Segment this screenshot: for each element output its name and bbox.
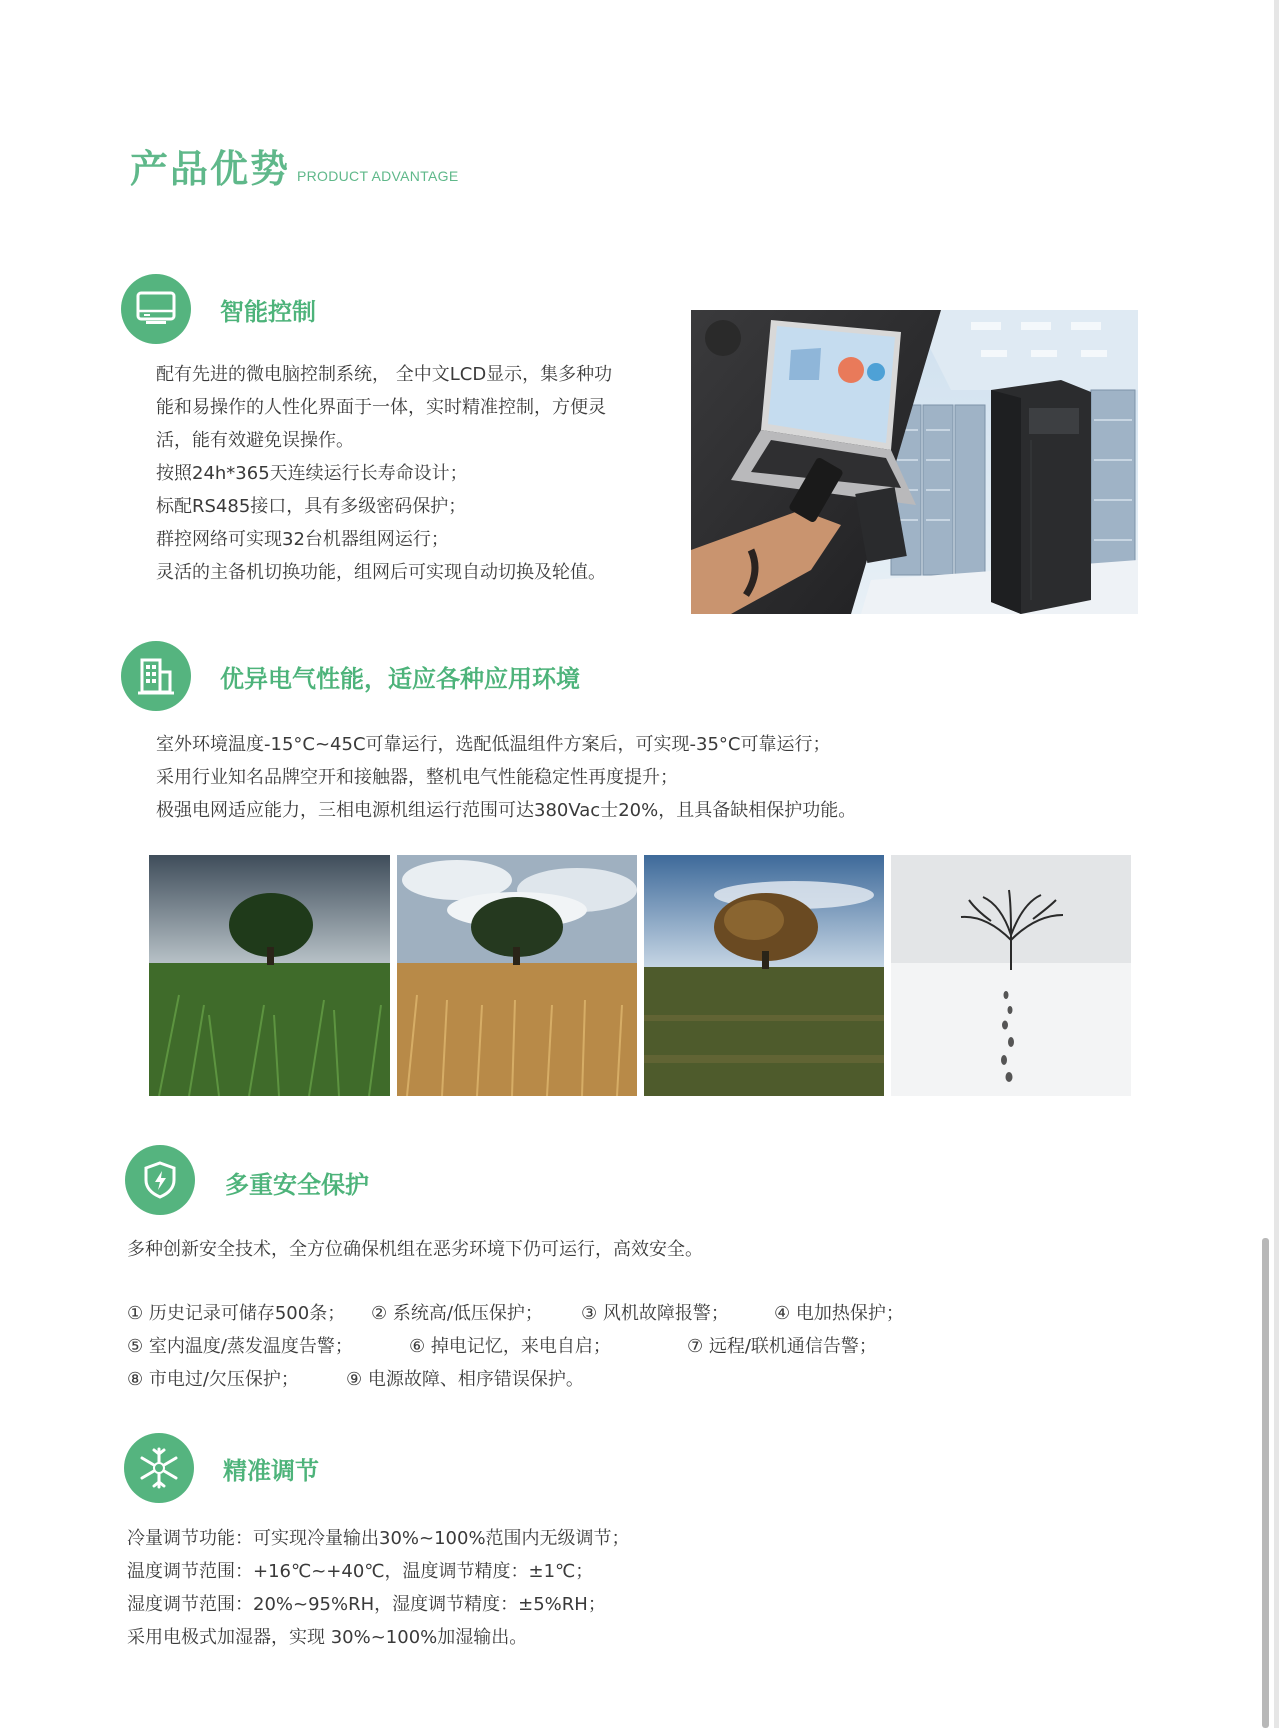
- list-item: ① 历史记录可储存500条；: [127, 1303, 346, 1324]
- tree-photo-autumn: [644, 855, 884, 1096]
- tree-photo-summer: [397, 855, 637, 1096]
- section-icon-badge: [121, 274, 191, 344]
- shield-icon: [138, 1158, 182, 1202]
- tree-photo-spring: [149, 855, 390, 1096]
- section-text-electrical: 室外环境温度-15°C~45C可靠运行，选配低温组件方案后，可实现-35°C可靠运行； 采用行业知名品牌空开和接触器，整机电气性能稳定性再度提升； 极强电网适应能力，三相电源机组运行范围可达380Vac士20%，且具备缺相保护功能。: [156, 734, 857, 821]
- section-title-safety: 多重安全保护: [225, 1171, 369, 1199]
- list-item: ② 系统高/低压保护；: [371, 1303, 543, 1324]
- snowflake-icon: [136, 1445, 182, 1491]
- scrollbar-thumb[interactable]: [1262, 1238, 1269, 1728]
- product-photo: [691, 310, 1138, 614]
- section-text-precise: 冷量调节功能：可实现冷量输出30%~100%范围内无级调节； 温度调节范围：+16℃~+40℃，温度调节精度：±1℃； 湿度调节范围：20%~95%RH，湿度调节精度：±5%RH； 采用电极式加湿器，实现 30%~100%加湿输出。: [127, 1528, 630, 1648]
- list-item: ⑨ 电源故障、相序错误保护。: [346, 1369, 584, 1390]
- section-title-electrical: 优异电气性能，适应各种应用环境: [220, 665, 580, 693]
- list-item: ⑤ 室内温度/蒸发温度告警；: [127, 1336, 353, 1357]
- list-item: ⑧ 市电过/欠压保护；: [127, 1369, 299, 1390]
- list-item: ④ 电加热保护；: [774, 1303, 904, 1324]
- monitor-icon: [134, 287, 178, 331]
- section-icon-badge: [125, 1145, 195, 1215]
- section-icon-badge: [124, 1433, 194, 1503]
- page-title: 产品优势: [130, 147, 291, 191]
- list-item: ⑥ 掉电记忆，来电自启；: [409, 1336, 611, 1357]
- list-item: ⑦ 远程/联机通信告警；: [687, 1336, 877, 1357]
- section-title-smart-control: 智能控制: [220, 298, 316, 326]
- list-item: ③ 风机故障报警；: [581, 1303, 729, 1324]
- page-subtitle: PRODUCT ADVANTAGE: [297, 168, 459, 184]
- section-intro-safety: 多种创新安全技术，全方位确保机组在恶劣环境下仍可运行，高效安全。: [127, 1239, 703, 1260]
- section-text-smart-control: 配有先进的微电脑控制系统， 全中文LCD显示，集多种功 能和易操作的人性化界面于一体，实时精准控制，方便灵 活，能有效避免误操作。 按照24h*365天连续运行长寿命设计； 标配RS485接口，具有多级密码保护； 群控网络可实现32台机器组网运行； 灵活的主备机切换功能，组网后可实现自动切换及轮值。: [156, 364, 613, 583]
- tree-photo-winter: [891, 855, 1131, 1096]
- section-title-precise: 精准调节: [223, 1457, 319, 1485]
- page-edge: [1274, 0, 1279, 1728]
- building-icon: [134, 654, 178, 698]
- section-icon-badge: [121, 641, 191, 711]
